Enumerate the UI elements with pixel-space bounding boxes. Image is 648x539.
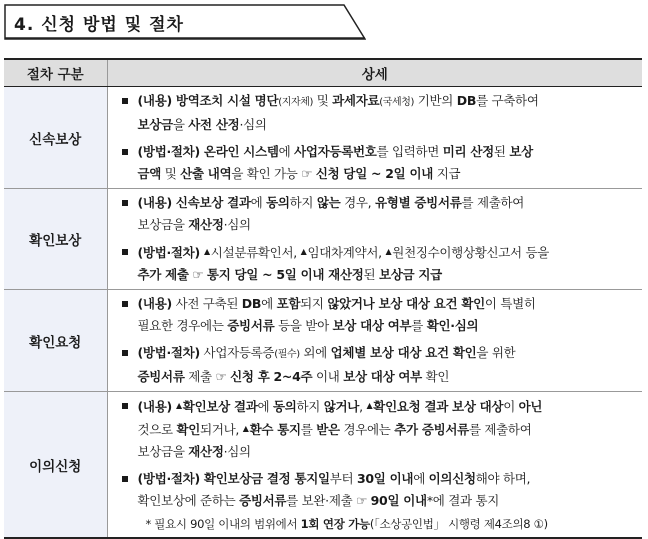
text-run: 유형별 증빙서류 xyxy=(375,195,462,210)
text-run: 해야 하며, xyxy=(475,471,531,486)
text-run: 30일 이내 xyxy=(357,471,414,486)
text-run: 사업자등록증 xyxy=(199,345,275,360)
text-run: 에 xyxy=(257,399,273,414)
text-run: 하지 xyxy=(296,399,324,414)
text-line xyxy=(138,192,635,214)
text-run: 아닌 xyxy=(518,399,543,414)
text-run: 통지 당일 ~ 5일 이내 재산정 xyxy=(206,267,364,282)
text-run: 미리 산정 xyxy=(442,144,494,159)
text-run: 에 xyxy=(250,195,267,210)
table-row xyxy=(4,189,642,290)
table-row xyxy=(4,87,642,189)
text-run: 확인 xyxy=(421,369,450,384)
text-line xyxy=(138,293,635,315)
text-run: 확인 xyxy=(176,422,201,437)
category-cell: 신속보상 xyxy=(4,87,107,189)
table-row xyxy=(4,290,642,392)
text-run: 확인보상에 준하는 xyxy=(137,493,240,508)
text-run: 신청 후 2~4주 xyxy=(230,369,313,384)
text-run: 지급 xyxy=(433,166,461,181)
column-header-detail: 상세 xyxy=(107,59,642,87)
text-line xyxy=(138,114,635,136)
text-run: 사전 산정 xyxy=(188,117,240,132)
text-line xyxy=(138,90,635,114)
text-run: 를 제출하여 xyxy=(468,422,532,437)
text-run: 된 xyxy=(493,144,510,159)
text-run: DB xyxy=(456,93,477,108)
text-run: 보상 xyxy=(509,144,533,159)
text-run: 경우에는 xyxy=(339,422,395,437)
text-run: (내용) 방역조치 시설 명단 xyxy=(137,93,279,108)
text-run: ·심의 xyxy=(239,117,267,132)
procedure-table xyxy=(4,58,642,539)
text-run: 기반의 xyxy=(414,93,457,108)
square-bullet-icon xyxy=(122,476,128,482)
text-run: 동의 xyxy=(266,195,290,210)
square-bullet-icon xyxy=(122,350,128,356)
detail-cell xyxy=(107,392,642,539)
text-run: 를 xyxy=(300,422,317,437)
triangle-bullet-icon: ▲ xyxy=(242,424,249,433)
text-run: 를 제출하여 xyxy=(461,195,525,210)
text-run: 필요한 경우에는 xyxy=(137,318,228,333)
text-run: 된 xyxy=(363,267,379,282)
square-bullet-icon xyxy=(122,98,128,104)
text-run: 포함 xyxy=(276,296,301,311)
text-line xyxy=(138,264,635,286)
text-run: (필수) xyxy=(274,349,300,360)
text-run: 임대차계약서, xyxy=(307,245,386,260)
text-line xyxy=(138,490,635,512)
section-title: 4. 신청 방법 및 절차 xyxy=(14,15,184,35)
text-run: 제출 ☞ xyxy=(184,369,231,384)
text-run: 등을 받아 xyxy=(274,318,333,333)
text-run: 확인요청 결과 보상 대상 xyxy=(373,399,504,414)
text-run: (내용) xyxy=(137,399,176,414)
text-run: 동의 xyxy=(272,399,297,414)
text-run: (국세청) xyxy=(379,97,415,108)
list-item xyxy=(118,395,635,463)
section-header xyxy=(4,4,366,40)
text-run: 추가 증빙서류 xyxy=(394,422,469,437)
text-run: ·심의 xyxy=(223,217,251,232)
text-run: 추가 제출 xyxy=(137,267,189,282)
text-line xyxy=(138,342,635,366)
square-bullet-icon xyxy=(122,301,128,307)
text-run: 및 xyxy=(313,93,333,108)
text-run: 를 입력하면 xyxy=(376,144,443,159)
triangle-bullet-icon: ▲ xyxy=(175,401,182,410)
text-run: 사업자등록번호 xyxy=(294,144,377,159)
triangle-bullet-icon: ▲ xyxy=(366,401,373,410)
text-run: 신청 당일 ~ 2일 이내 xyxy=(315,166,434,181)
text-run: (내용) xyxy=(137,296,172,311)
triangle-bullet-icon: ▲ xyxy=(203,247,210,256)
text-run: 받은 xyxy=(316,422,340,437)
text-run: 에 xyxy=(261,296,277,311)
text-run: 않거나 xyxy=(323,399,360,414)
list-item xyxy=(118,90,635,136)
text-run: 과세자료 xyxy=(332,93,380,108)
text-run: 및 xyxy=(161,166,181,181)
text-run: 않는 xyxy=(316,195,341,210)
text-run: (방법·절차) xyxy=(137,245,204,260)
list-item xyxy=(118,468,635,512)
triangle-bullet-icon: ▲ xyxy=(300,247,307,256)
text-line xyxy=(138,214,635,236)
text-run: 이의신청 xyxy=(428,471,476,486)
text-run: (내용) 신속보상 결과 xyxy=(137,195,251,210)
text-run: (방법·절차) xyxy=(137,345,200,360)
text-run: 확인·심의 xyxy=(426,318,479,333)
text-line xyxy=(138,366,635,388)
square-bullet-icon xyxy=(122,149,128,155)
triangle-bullet-icon: ▲ xyxy=(385,247,392,256)
text-run: 보상금을 xyxy=(137,217,189,232)
text-run: 1회 연장 가능 xyxy=(300,517,370,531)
text-run: (방법·절차) 확인보상금 결정 통지일 xyxy=(137,471,330,486)
table-header-row xyxy=(4,59,642,87)
text-line xyxy=(138,141,635,163)
text-run: 사전 구축된 xyxy=(171,296,242,311)
text-run: 90일 이내 xyxy=(370,493,427,508)
category-cell: 확인보상 xyxy=(4,189,107,290)
text-run: 보상금을 xyxy=(137,444,189,459)
text-run: 보상금 xyxy=(137,117,173,132)
text-run: (방법·절차) 온라인 시스템 xyxy=(137,144,279,159)
text-run: 증빙서류 xyxy=(137,369,185,384)
list-item xyxy=(118,293,635,337)
text-run: 보상금 지급 xyxy=(378,267,442,282)
text-run: 보상 대상 여부 xyxy=(332,318,412,333)
square-bullet-icon xyxy=(122,200,128,206)
text-run: 되거나, xyxy=(200,422,243,437)
detail-cell xyxy=(107,189,642,290)
text-run: DB xyxy=(241,296,262,311)
text-run: 이 xyxy=(503,399,519,414)
text-line xyxy=(138,441,635,463)
text-line xyxy=(138,395,635,418)
text-run: 확인보상 결과 xyxy=(182,399,258,414)
text-line xyxy=(138,241,635,264)
list-item xyxy=(118,192,635,236)
text-run: 재산정 xyxy=(188,217,224,232)
text-run: 증빙서류 xyxy=(227,318,275,333)
column-header-category: 절차 구분 xyxy=(4,59,107,87)
text-run: 을 위한 xyxy=(476,345,516,360)
text-line xyxy=(138,468,635,490)
text-run: (「소상공인법」 시행령 제4조의8 ①) xyxy=(369,517,548,531)
text-run: ·심의 xyxy=(223,444,251,459)
footnote xyxy=(118,514,635,534)
text-run: 되지 xyxy=(300,296,328,311)
text-run: *에 결과 통지 xyxy=(426,493,500,508)
list-item xyxy=(118,342,635,388)
text-run: 를 구축하여 xyxy=(476,93,539,108)
text-run: 을 xyxy=(172,117,189,132)
text-run: 외에 xyxy=(299,345,331,360)
text-run: 금액 xyxy=(137,166,162,181)
list-item xyxy=(118,141,635,185)
text-run: 부터 xyxy=(329,471,358,486)
text-run: 이내 xyxy=(312,369,344,384)
text-run: 원천징수이행상황신고서 등을 xyxy=(392,245,550,260)
text-run: 시설분류확인서, xyxy=(210,245,301,260)
category-cell: 이의신청 xyxy=(4,392,107,539)
square-bullet-icon xyxy=(122,403,128,409)
text-run: ☞ xyxy=(188,267,207,282)
text-run: 경우, xyxy=(340,195,376,210)
detail-cell xyxy=(107,290,642,392)
text-run: 산출 내역 xyxy=(180,166,232,181)
list-item xyxy=(118,241,635,286)
text-run: 를 보완·제출 ☞ xyxy=(286,493,371,508)
text-run: 재산정 xyxy=(188,444,224,459)
text-line xyxy=(138,163,635,185)
square-bullet-icon xyxy=(122,249,128,255)
text-run: (지자체) xyxy=(278,97,314,108)
text-run: 업체별 보상 대상 요건 확인 xyxy=(330,345,477,360)
text-run: 증빙서류 xyxy=(239,493,287,508)
text-run: 을 확인 가능 ☞ xyxy=(231,166,316,181)
detail-cell xyxy=(107,87,642,189)
text-run: 않았거나 보상 대상 요건 확인 xyxy=(327,296,485,311)
text-run: 환수 통지 xyxy=(249,422,301,437)
text-run: 이 특별히 xyxy=(484,296,536,311)
text-run: 것으로 xyxy=(137,422,177,437)
text-run: * 필요시 90일 이내의 범위에서 xyxy=(145,517,301,531)
table-row xyxy=(4,392,642,539)
text-run: , xyxy=(359,399,367,414)
text-run: 하지 xyxy=(289,195,317,210)
text-line xyxy=(138,315,635,337)
text-run: 를 xyxy=(411,318,427,333)
category-cell: 확인요청 xyxy=(4,290,107,392)
text-run: 보상 대상 여부 xyxy=(343,369,422,384)
text-line xyxy=(138,418,635,441)
text-run: 에 xyxy=(413,471,429,486)
text-run: 에 xyxy=(278,144,295,159)
